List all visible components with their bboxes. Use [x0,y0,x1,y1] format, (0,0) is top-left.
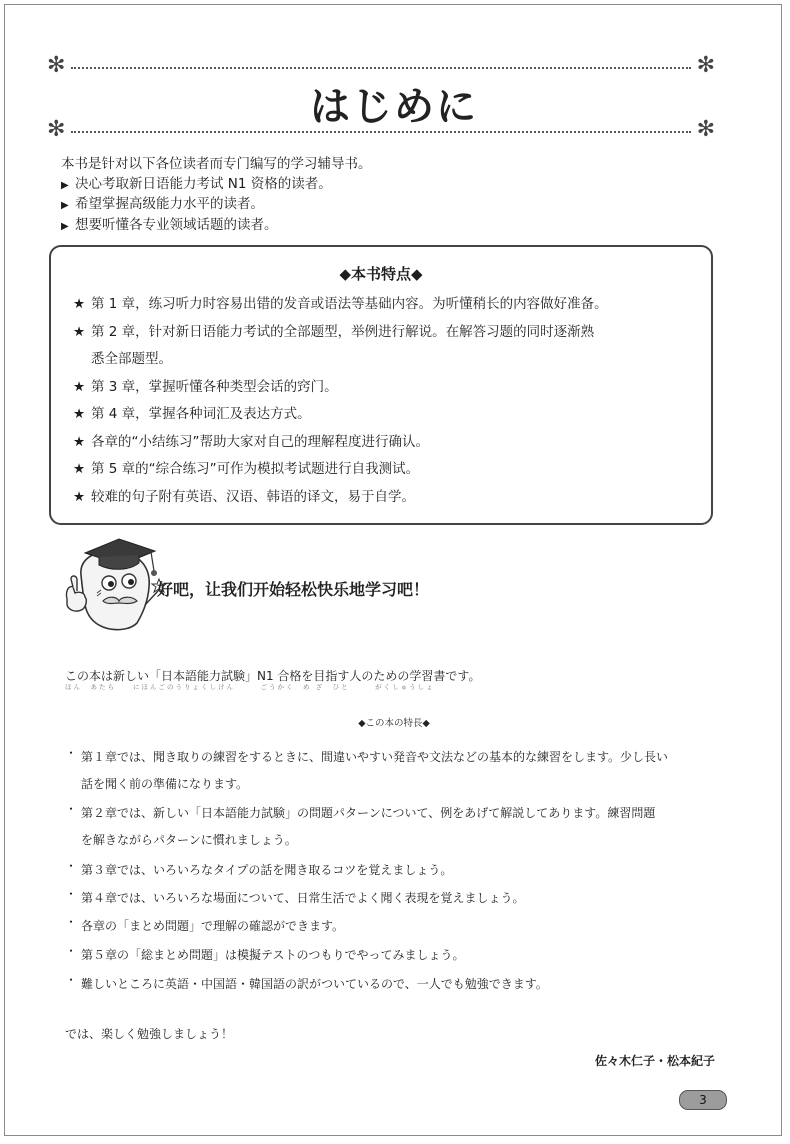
bullet-dot-icon: ・ [65,887,78,901]
jp-feature-item: ・ 難しいところに英語・中国語・韓国語の訳がついているので、一人でも勉強できます。 [65,973,548,991]
star-icon: ★ [73,433,86,450]
jp-features-title: ◆この本の特長◆ [358,718,430,729]
jp-lead: この本は新しい「日本語能力試験」N1 合格を目指す人のための学習書です。 ほん あたら にほんごのうりょくしけん ごうかく め ざ ひと がくしゅうしょ [65,669,481,691]
feature-item: ★ 第 4 章，掌握各种词汇及表达方式。 [73,401,703,429]
bullet-dot-icon: ・ [65,944,78,958]
asterisk-icon: ✻ [47,117,66,142]
jp-feature-item: ・ 第４章では、いろいろな場面について、日常生活でよく聞く表現を覚えましょう。 [65,887,525,905]
jp-feature-item: ・ 第２章では、新しい「日本語能力試験」の問題パターンについて、例をあげて解説してあります。練習問題 を解きながらパターンに慣れましょう。 [65,802,656,847]
intro-lead: 本书是针对以下各位读者而专门编写的学习辅导书。 [61,156,372,172]
bullet-dot-icon: ・ [65,859,78,873]
features-list [73,291,703,511]
intro-bullet: ▶ 决心考取新日语能力考试 N1 资格的读者。 [61,175,372,196]
encouragement-callout: 好吧，让我们开始轻松快乐地学习吧！ [157,580,430,599]
bottom-decorative-rule [47,117,715,143]
star-icon: ★ [73,461,86,477]
feature-item: ★ 第 3 章，掌握听懂各种类型会话的窍门。 [73,374,703,402]
intro-section [61,155,372,236]
star-icon: ★ [73,296,86,312]
page-number: 3 [679,1090,727,1110]
jp-feature-item: ・ 第１章では、聞き取りの練習をするときに、間違いやすい発音や文法などの基本的な練習をします。少し長い 話を聞く前の準備になります。 [65,746,669,791]
asterisk-icon: ✻ [47,53,66,78]
asterisk-icon: ✻ [696,53,715,78]
jp-feature-item: ・ 各章の「まとめ問題」で理解の確認ができます。 [65,915,345,933]
features-box [49,245,713,525]
intro-bullet: ▶ 希望掌握高级能力水平的读者。 [61,195,372,216]
jp-feature-item: ・ 第５章の「総まとめ問題」は模擬テストのつもりでやってみましょう。 [65,944,465,962]
star-icon: ★ [73,378,86,395]
feature-item-continued: 悉全部题型。 [91,351,172,367]
feature-item: ★ 各章的“小结练习”帮助大家对自己的理解程度进行确认。 [73,429,703,457]
jp-feature-item: ・ 第３章では、いろいろなタイプの話を聞き取るコツを覚えましょう。 [65,859,453,877]
star-icon: ★ [73,488,86,505]
feature-item: ★ 第 2 章，针对新日语能力考试的全部题型，举例进行解说。在解答习题的同时逐渐熟 [73,319,703,347]
bullet-dot-icon: ・ [65,746,78,760]
star-icon: ★ [73,406,86,422]
book-page [4,4,782,1136]
bullet-dot-icon: ・ [65,973,78,987]
feature-item: ★ 较难的句子附有英语、汉语、韩语的译文，易于自学。 [73,484,703,512]
asterisk-icon: ✻ [696,117,715,142]
authors: 佐々木仁子・松本紀子 [595,1054,716,1068]
page-title: はじめに [310,84,478,130]
bullet-dot-icon: ・ [65,802,78,816]
triangle-bullet-icon: ▶ [61,179,69,191]
triangle-bullet-icon: ▶ [61,220,69,232]
feature-item: ★ 第 5 章的“综合练习”可作为模拟考试题进行自我测试。 [73,456,703,484]
jp-closing: では、楽しく勉強しましょう！ [65,1027,234,1041]
feature-item: ★ 第 1 章，练习听力时容易出错的发音或语法等基础内容。为听懂稍长的内容做好准备。 [73,291,703,319]
intro-bullet: ▶ 想要听懂各专业领域话题的读者。 [61,216,372,237]
graduate-mascot-icon [59,535,169,635]
bullet-dot-icon: ・ [65,915,78,929]
triangle-bullet-icon: ▶ [61,200,69,211]
furigana-line: ほん あたら にほんごのうりょくしけん ごうかく め ざ ひと がくしゅうしょ [65,683,435,691]
star-icon: ★ [73,323,86,340]
features-title: ◆本书特点◆ [339,265,423,283]
